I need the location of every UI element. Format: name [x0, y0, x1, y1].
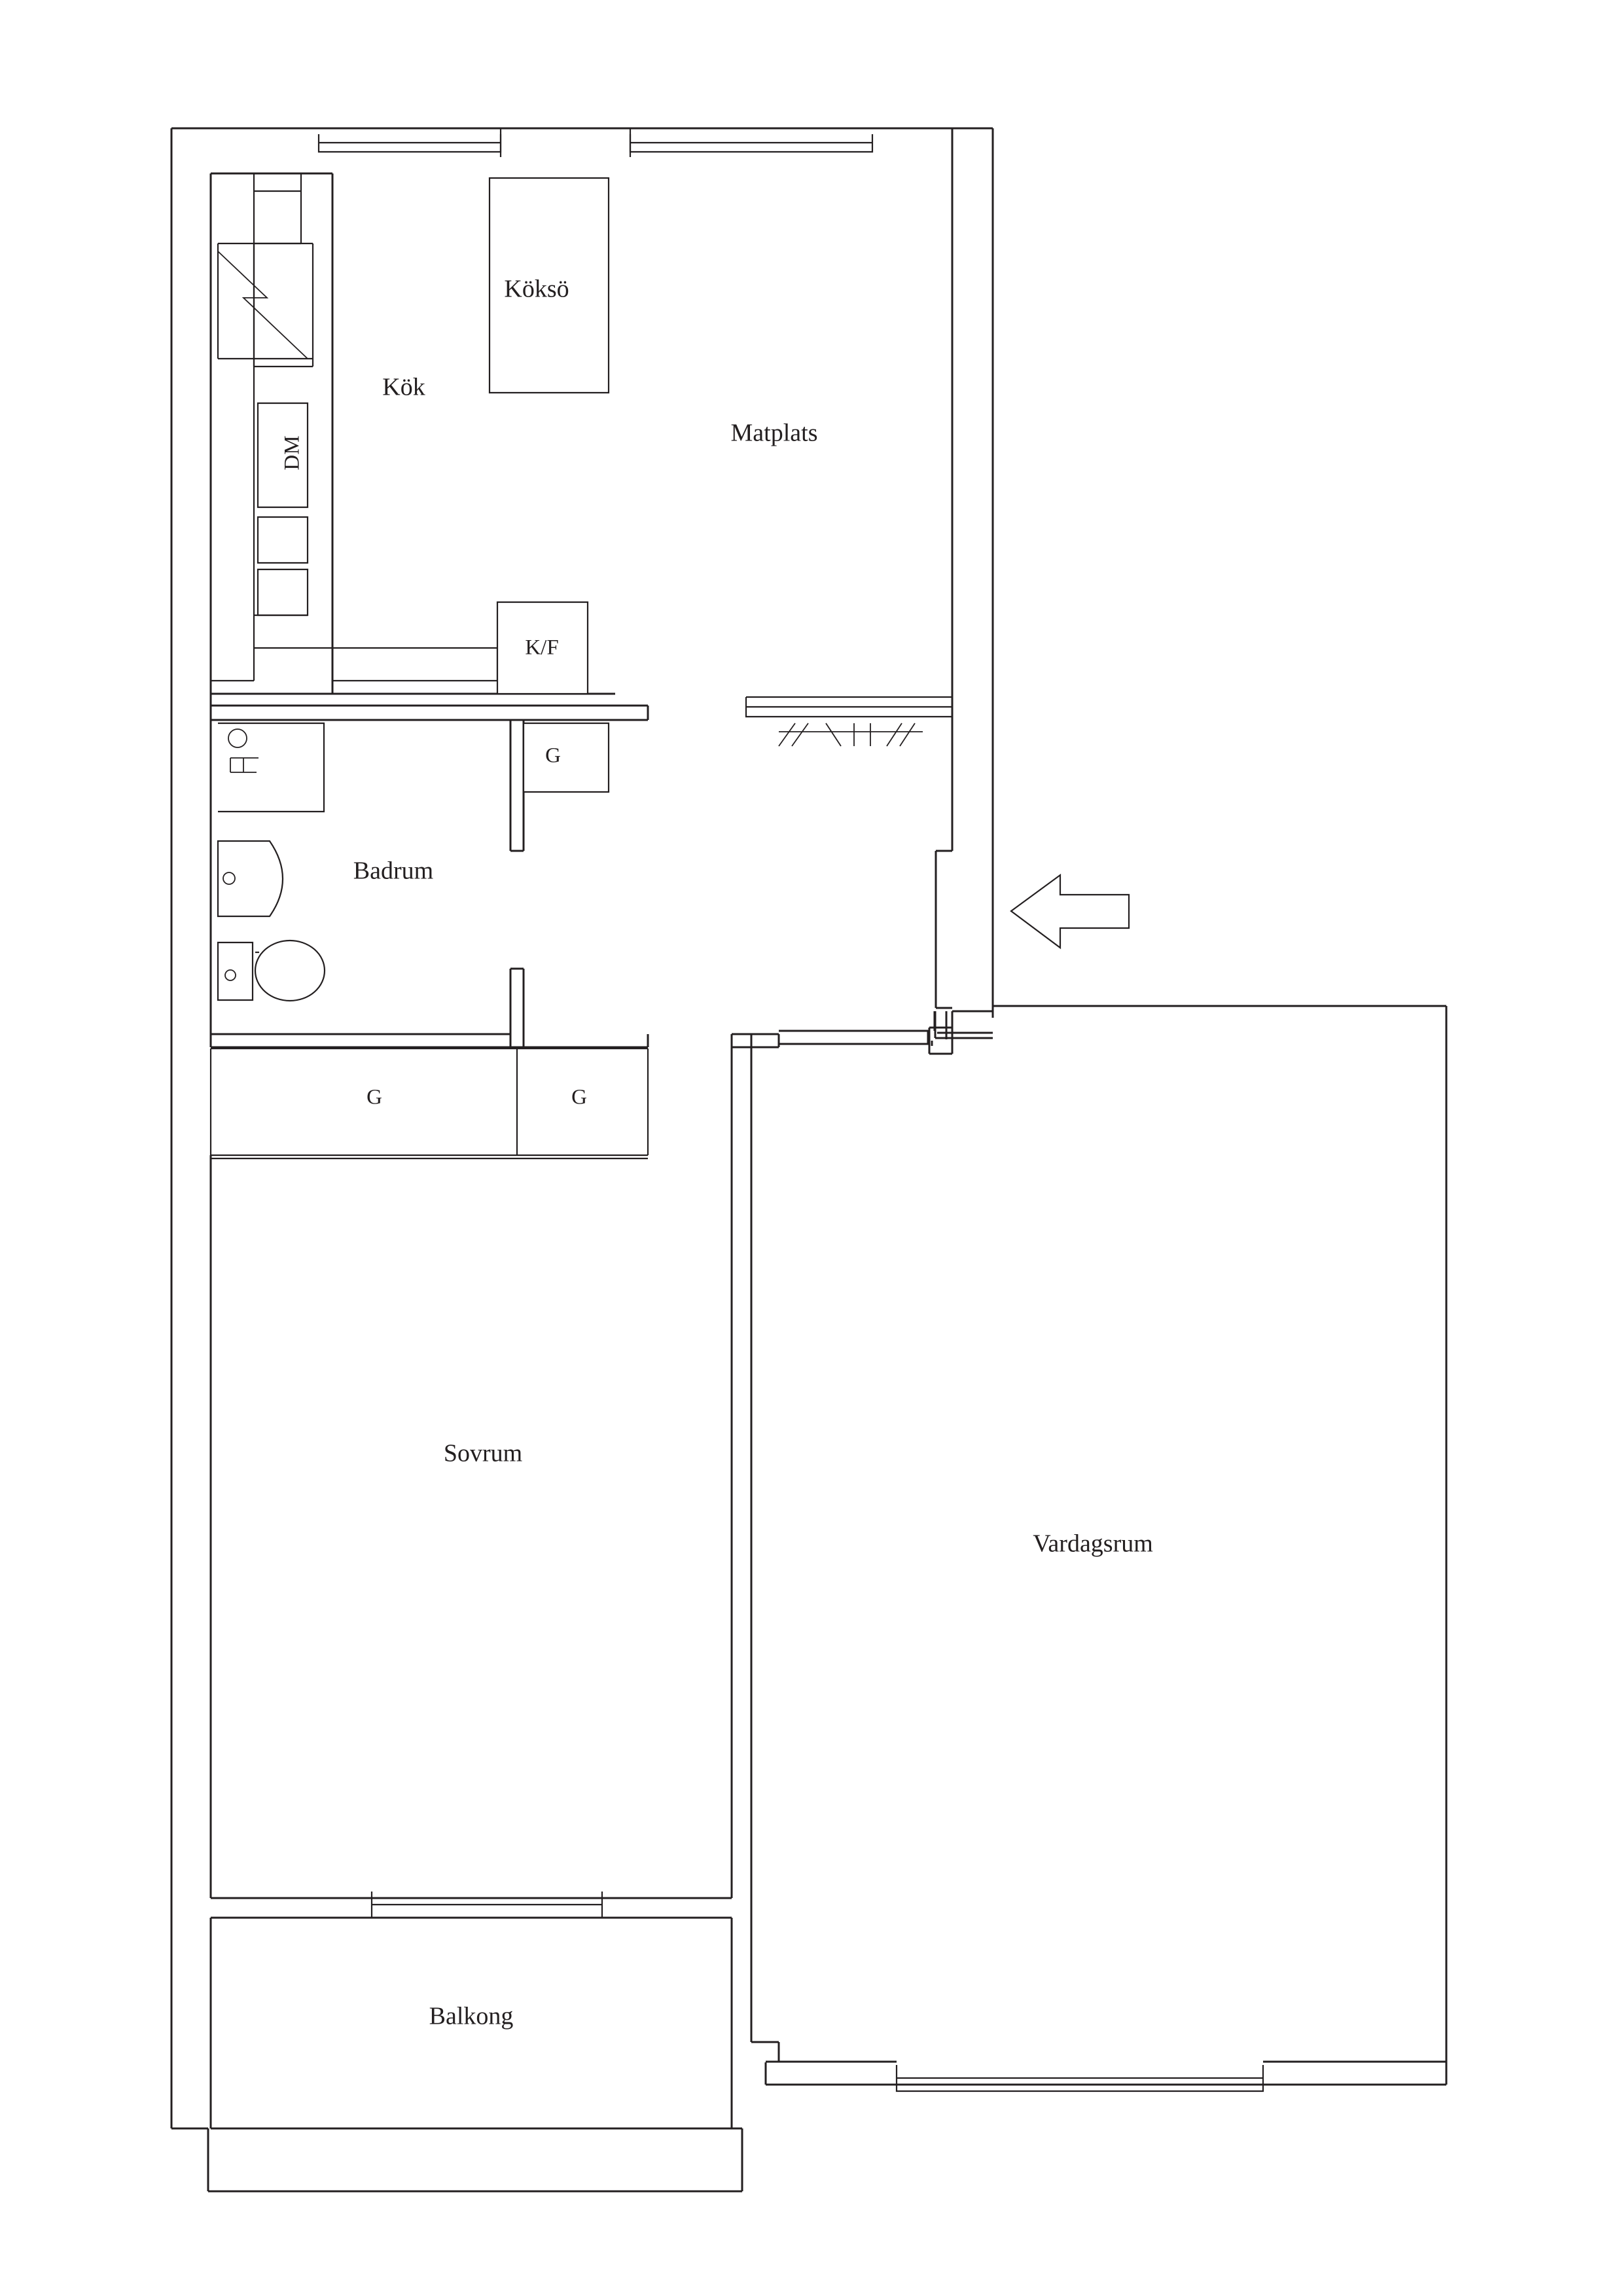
label-kf: K/F — [525, 636, 559, 660]
label-balkong: Balkong — [429, 2002, 514, 2030]
label-badrum: Badrum — [353, 857, 434, 885]
label-g1: G — [545, 744, 561, 768]
label-kok: Kök — [382, 373, 425, 401]
bedroom-closets — [211, 1049, 648, 1158]
label-vardagsrum: Vardagsrum — [1033, 1530, 1153, 1558]
bathroom-walls — [211, 694, 648, 1047]
label-koko: Köksö — [504, 275, 569, 303]
livingroom — [751, 851, 1446, 2091]
label-dm: DM — [280, 435, 304, 471]
closet-g1 — [524, 723, 609, 792]
label-sovrum: Sovrum — [443, 1439, 523, 1467]
windows-top — [319, 128, 872, 157]
hall-and-doors — [746, 128, 1129, 948]
label-matplats: Matplats — [730, 419, 818, 447]
washbasin-fixture — [218, 841, 283, 916]
bedroom-walls — [211, 1034, 779, 2042]
entrance-arrow-icon — [1011, 875, 1129, 948]
label-g3: G — [571, 1085, 587, 1109]
kitchen-area — [211, 173, 817, 694]
label-g2: G — [366, 1085, 382, 1109]
balcony — [211, 1918, 732, 2128]
